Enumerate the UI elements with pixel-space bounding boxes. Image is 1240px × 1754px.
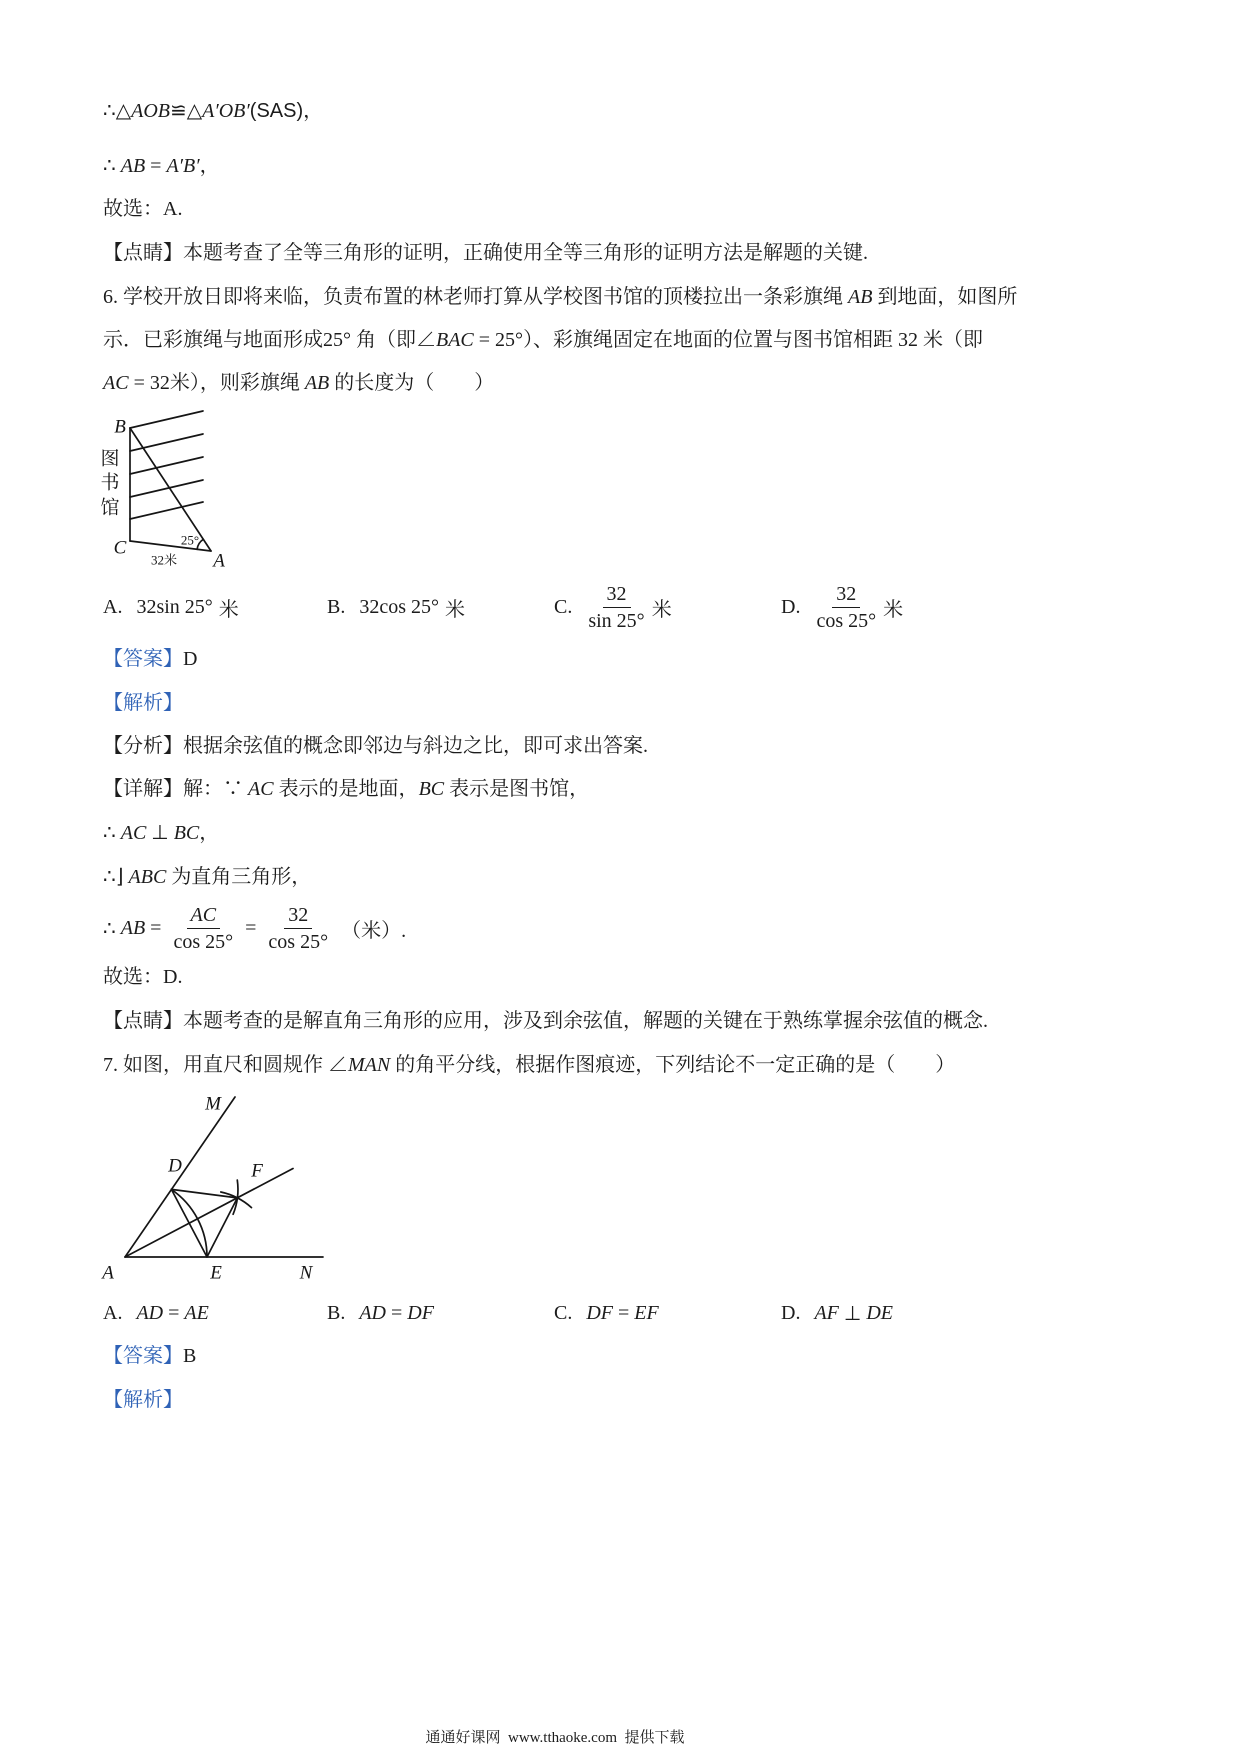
point-a-label: A [213, 550, 225, 572]
stem-text: 7. 如图，用直尺和圆规作 [103, 1054, 328, 1076]
point-d-label: D [168, 1155, 182, 1177]
answer-tag: 【答案】 [103, 1345, 183, 1367]
comment-text: 本题考查了全等三角形的证明，正确使用全等三角形的证明方法是解题的关键. [183, 242, 868, 264]
stem-text: 6. 学校开放日即将来临，负责布置的林老师打算从学校图书馆的顶楼拉出一条彩旗绳 [103, 286, 848, 308]
option-expression: 32sin 25° [136, 595, 213, 618]
distance-equation: = 32 [128, 372, 170, 394]
point-f-label: F [251, 1160, 263, 1182]
answer-value: D [183, 648, 198, 670]
q7-answer [103, 1344, 196, 1368]
congruent-triangle-symbol: ≌△ [170, 100, 203, 122]
segment-bc: BC [418, 778, 445, 800]
punctuation: ， [199, 822, 220, 844]
option-label: B. [327, 595, 346, 618]
building-floor-line [130, 502, 203, 519]
building-label-char: 馆 [100, 497, 120, 519]
q5-comment [103, 241, 868, 265]
punctuation: ， [199, 155, 220, 177]
fenxi-tag: 【分析】 [103, 735, 183, 757]
stem-text: 角（即 [351, 329, 416, 351]
page-footer: 通通好课网 www.tthaoke.com 提供下载 [425, 1730, 685, 1746]
segment-ab: AB [304, 372, 330, 394]
point-a-label: A [102, 1262, 114, 1284]
distance-label: 32米 [150, 552, 178, 568]
fraction-numerator: 32 [832, 583, 860, 608]
segment-bc: BC [173, 822, 200, 844]
q6-fenxi [103, 734, 648, 758]
choice-text: 故选：D. [103, 966, 183, 988]
stem-text: 米），则彩旗绳 [169, 372, 305, 394]
option-unit: 米 [218, 598, 239, 621]
option-operator: = [613, 1301, 635, 1324]
ray-af-bisector [125, 1169, 293, 1258]
point-b-label: B [114, 416, 126, 438]
q7-option-d [781, 1301, 893, 1325]
option-right-term: DF [407, 1301, 434, 1324]
congruence-reason: (SAS) [249, 100, 304, 122]
segment-ac: AC [248, 778, 274, 800]
option-left-term: AD [136, 1301, 164, 1324]
fraction-ac-over-cos [169, 904, 237, 953]
q6-stem-line-3 [103, 371, 494, 395]
angle-symbol: ∠ [328, 1054, 348, 1076]
punctuation: ， [303, 100, 324, 122]
unit-text: （米）. [341, 919, 407, 942]
fenxi-text: 根据余弦值的概念即邻边与斜边之比，即可求出答案. [183, 735, 648, 757]
option-right-term: DE [866, 1301, 893, 1324]
segment-ef [207, 1198, 237, 1257]
option-unit: 米 [883, 598, 904, 621]
option-unit: 米 [445, 598, 466, 621]
option-operator: ⊥ [838, 1302, 867, 1325]
angle-bisector-construction-figure [95, 1088, 335, 1288]
q7-option-c [554, 1301, 659, 1325]
q6-choice [103, 965, 182, 989]
stem-text: 的长度为（ ） [329, 372, 495, 394]
option-label: A. [103, 595, 123, 618]
building-floor-line [130, 411, 203, 428]
q6-cosine-equation [103, 900, 406, 956]
option-right-term: EF [634, 1301, 659, 1324]
segment-ab: AB [120, 916, 146, 939]
equals-sign: = [145, 155, 167, 177]
point-c-label: C [113, 537, 127, 559]
q6-detail-line-3 [103, 865, 311, 889]
angle-man: MAN [348, 1054, 391, 1076]
choice-text: 故选：A. [103, 198, 183, 220]
option-label: D. [781, 1301, 801, 1324]
fraction-numerator: AC [187, 904, 221, 929]
fraction-denominator: cos 25° [268, 930, 329, 953]
segment-ab: AB [848, 286, 873, 308]
building-floor-line [130, 434, 203, 451]
segment-de [171, 1189, 207, 1257]
triangle-a-prime-o-b-prime: A′OB′ [202, 100, 250, 122]
answer-value: B [183, 1345, 197, 1367]
fraction-numerator: 32 [284, 904, 312, 929]
segment-ac: AC [120, 822, 147, 844]
q6-option-d [781, 581, 903, 633]
segment-ab: AB [120, 155, 146, 177]
point-n-label: N [299, 1262, 313, 1284]
segment-ac: AC [103, 372, 129, 394]
segment-equality-conclusion [103, 154, 220, 178]
q6-option-a [103, 581, 239, 633]
detail-text: 解：∵ [183, 778, 248, 800]
fraction-denominator: cos 25° [173, 930, 234, 953]
option-left-term: AF [814, 1301, 839, 1324]
detail-text: 表示是图书馆， [444, 778, 590, 800]
option-fraction [812, 583, 880, 632]
building-floor-line [130, 457, 203, 474]
q6-answer [103, 647, 197, 671]
perpendicular-symbol: ⊥ [146, 822, 174, 844]
q5-choice [103, 197, 182, 221]
option-fraction [584, 583, 648, 632]
therefore-symbol: ∴ [103, 155, 121, 177]
comment-tag: 【点睛】 [103, 1010, 183, 1032]
angle-bac: BAC [436, 329, 474, 351]
option-left-term: AD [359, 1301, 387, 1324]
analysis-tag: 【解析】 [103, 1389, 183, 1411]
triangle-aob: AOB [131, 100, 170, 122]
option-expression: 32cos 25° [359, 595, 440, 618]
option-label: C. [554, 595, 573, 618]
detail-tag: 【详解】 [103, 778, 183, 800]
angle-value: 25° [323, 329, 351, 351]
equals-sign: = [145, 916, 167, 939]
triangle-abc: ABC [128, 866, 167, 888]
therefore-triangle-symbol: ∴△ [103, 100, 132, 122]
option-label: B. [327, 1301, 346, 1324]
option-operator: = [386, 1301, 408, 1324]
angle-equation: = 25° [473, 329, 524, 351]
q7-analysis-heading [103, 1388, 183, 1412]
point-m-label: M [205, 1093, 221, 1115]
stem-text: 的角平分线，根据作图痕迹，下列结论不一定正确的是（ ） [390, 1054, 956, 1076]
option-operator: = [163, 1301, 185, 1324]
segment-a-prime-b-prime: A′B′ [166, 155, 200, 177]
q6-detail-line-1 [103, 777, 589, 801]
q6-comment [103, 1009, 988, 1033]
therefore-symbol: ∴ [103, 822, 121, 844]
q6-option-b [327, 581, 465, 633]
answer-tag: 【答案】 [103, 648, 183, 670]
option-label: A. [103, 1301, 123, 1324]
option-unit: 米 [651, 598, 672, 621]
q6-option-c [554, 581, 672, 633]
q7-option-b [327, 1301, 434, 1325]
q6-detail-line-2 [103, 821, 219, 845]
comment-text: 本题考查的是解直角三角形的应用，涉及到余弦值，解题的关键在于熟练掌握余弦值的概念. [183, 1010, 988, 1032]
therefore-symbol: ∴ [103, 917, 121, 940]
therefore-symbol: ∴⌋ [103, 866, 129, 888]
q6-stem-line-2 [103, 328, 983, 352]
fraction-denominator: cos 25° [816, 609, 877, 632]
q7-stem [103, 1053, 955, 1077]
angle-symbol: ∠ [416, 329, 436, 351]
q6-stem-line-1 [103, 285, 1017, 309]
option-label: C. [554, 1301, 573, 1324]
building-label-char: 图 [100, 448, 120, 470]
point-e-label: E [210, 1262, 222, 1284]
fraction-numerator: 32 [603, 583, 631, 608]
library-flag-rope-figure [100, 405, 240, 570]
q7-option-a [103, 1301, 209, 1325]
congruence-conclusion [103, 99, 323, 123]
analysis-tag: 【解析】 [103, 692, 183, 714]
q6-analysis-heading [103, 691, 183, 715]
stem-text: 示．已彩旗绳与地面形成 [103, 329, 323, 351]
angle-label: 25° [180, 532, 200, 548]
fraction-denominator: sin 25° [588, 609, 645, 632]
option-right-term: AE [184, 1301, 209, 1324]
fraction-32-over-cos [264, 904, 332, 953]
option-left-term: DF [586, 1301, 614, 1324]
equals-sign: = [240, 916, 262, 939]
detail-text: 表示的是地面， [273, 778, 419, 800]
detail-text: 为直角三角形， [166, 866, 312, 888]
stem-text: 到地面，如图所 [872, 286, 1018, 308]
building-label-char: 书 [100, 472, 120, 494]
stem-text: ）、彩旗绳固定在地面的位置与图书馆相距 32 米（即 [523, 329, 984, 351]
option-label: D. [781, 595, 801, 618]
comment-tag: 【点睛】 [103, 242, 183, 264]
